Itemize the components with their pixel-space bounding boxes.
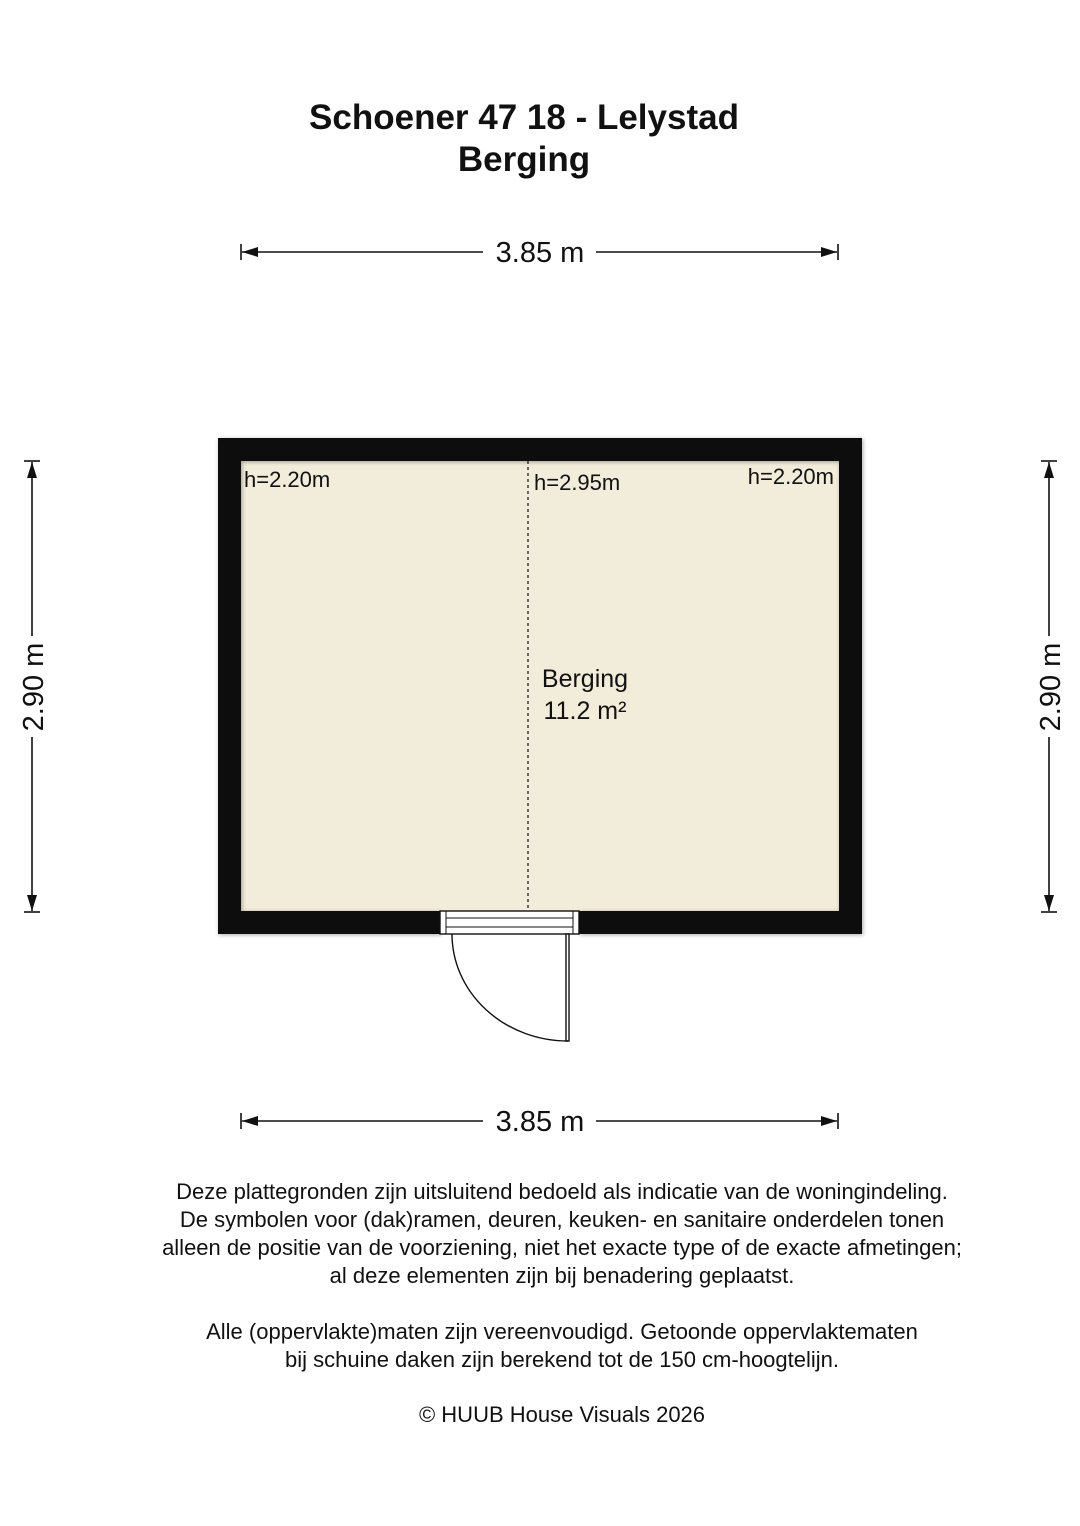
dimension-top-label: 3.85 m [495, 237, 585, 269]
dimension-left [18, 461, 50, 912]
dimension-right-label: 2.90 m [1035, 642, 1067, 732]
wall-top [218, 438, 862, 461]
disclaimer-paragraph-1 [0, 1178, 1080, 1290]
disclaimer-line: bij schuine daken zijn berekend tot de 150 cm-hoogtelijn. [284, 1347, 840, 1372]
arrow-right-icon [821, 247, 837, 257]
arrow-right-icon [821, 1116, 837, 1126]
dimension-bottom-label: 3.85 m [495, 1106, 585, 1138]
copyright-notice: © HUUB House Visuals 2026 [418, 1402, 706, 1427]
ceiling-height-center: h=2.95m [534, 470, 621, 495]
disclaimer-line: Deze plattegronden zijn uitsluitend bedoeld als indicatie van de woningindeling. [176, 1179, 948, 1204]
plan-subtitle: Berging [457, 140, 591, 179]
dimension-top [241, 237, 838, 269]
ceiling-height-right: h=2.20m [747, 464, 834, 489]
wall-left [218, 438, 241, 934]
disclaimer-line: alleen de positie van de voorziening, niet het exacte type of de exacte afmetingen; [162, 1235, 962, 1260]
wall-right [839, 438, 862, 934]
disclaimer-line: al deze elementen zijn bij benadering geplaatst. [329, 1263, 795, 1288]
disclaimer-line: Alle (oppervlakte)maten zijn vereenvoudigd. Getoonde oppervlaktematen [206, 1319, 918, 1344]
room-name: Berging [541, 665, 629, 693]
disclaimer-paragraph-2 [0, 1318, 1080, 1374]
wall-bottom-left [218, 911, 440, 934]
door-swing-icon [452, 934, 569, 1041]
room-area: 11.2 m² [543, 697, 627, 725]
arrow-left-icon [242, 247, 258, 257]
disclaimer-line: De symbolen voor (dak)ramen, deuren, keuken- en sanitaire onderdelen tonen [179, 1207, 945, 1232]
wall-bottom-right [579, 911, 862, 934]
dimension-bottom [241, 1106, 838, 1138]
arrow-up-icon [1044, 462, 1054, 478]
dimension-left-label: 2.90 m [18, 642, 50, 732]
arrow-down-icon [1044, 895, 1054, 911]
arrow-down-icon [27, 895, 37, 911]
arrow-left-icon [242, 1116, 258, 1126]
arrow-up-icon [27, 462, 37, 478]
plan-title: Schoener 47 18 - Lelystad [309, 98, 739, 137]
door-threshold [440, 911, 579, 934]
room-floor [241, 460, 839, 911]
dimension-right [1035, 461, 1067, 912]
ceiling-height-left: h=2.20m [244, 467, 331, 492]
